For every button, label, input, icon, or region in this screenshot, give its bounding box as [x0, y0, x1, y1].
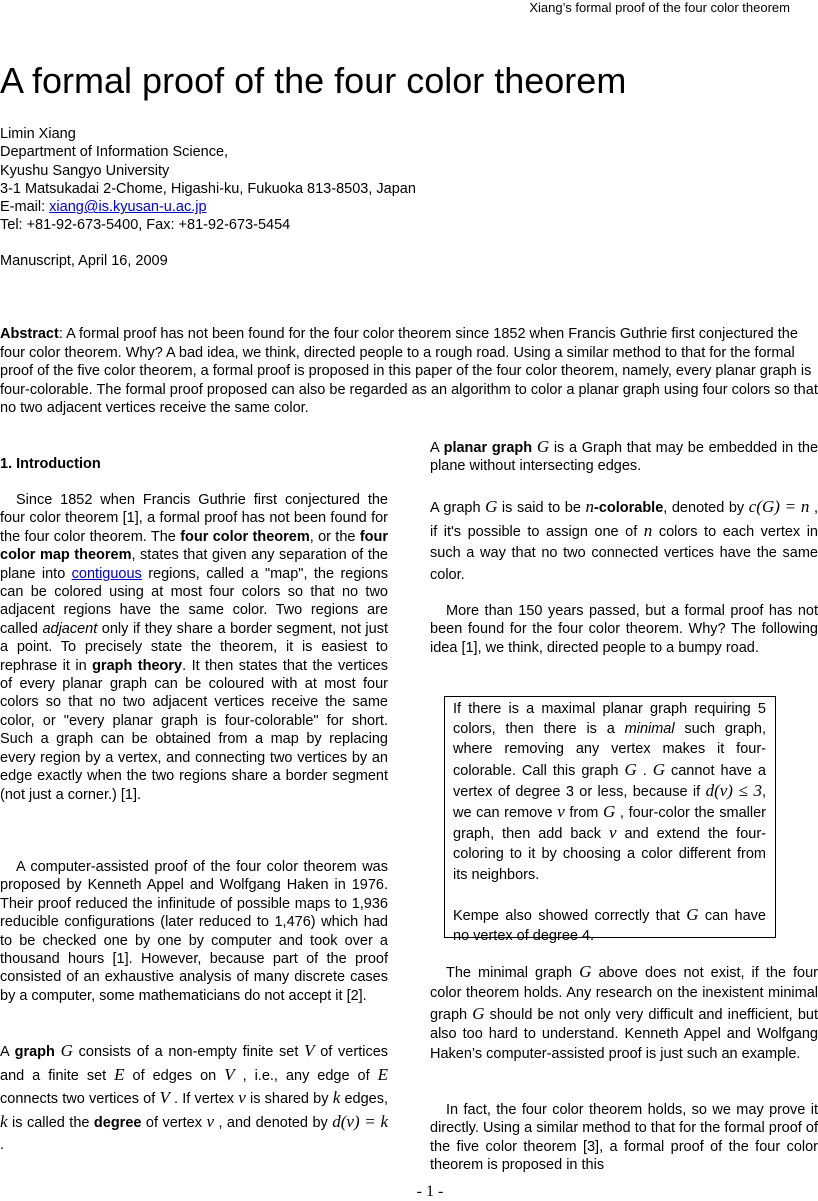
history-paragraph: More than 150 years passed, but a formal proof has not been found for the four color theorem. Why? The following idea [1], we think, directed people to a bumpy road.	[430, 603, 818, 656]
degree-inequality: d(v) ≤ 3	[705, 780, 762, 800]
math-symbol: k	[0, 1111, 8, 1131]
author-email-line	[0, 198, 416, 216]
text-run: is said to be	[497, 500, 586, 516]
bold-term: -colorable	[593, 500, 664, 516]
colorable-formula: c(G) = n	[748, 497, 810, 516]
text-run: of vertex	[141, 1114, 207, 1131]
text-run: is shared by	[245, 1091, 333, 1107]
math-symbol: E	[114, 1064, 125, 1084]
math-symbol: G	[536, 437, 550, 456]
intro-paragraph-1	[0, 491, 388, 804]
email-label: E-mail:	[0, 199, 50, 216]
math-symbol: G	[579, 962, 592, 981]
text-run: , states that given any separation of the plane into	[0, 547, 388, 582]
text-run: Since 1852 when Francis Guthrie first conjectured the four color theorem [1], a formal proof has not been found for the four color theorem. The	[0, 492, 388, 545]
direct-proof-paragraph: In fact, the four color theorem holds, so we may prove it directly. Using a similar method to that for the formal proof of the five color theorem [3], a formal proof of the four color theorem is proposed in this	[430, 1102, 818, 1174]
math-symbol: v	[557, 802, 565, 822]
math-symbol: G	[686, 904, 699, 924]
email-link[interactable]: xiang@is.kyusan-u.ac.jp	[49, 199, 207, 216]
text-run: , if it's possible to assign one of	[430, 500, 818, 540]
math-symbol: G	[603, 802, 616, 822]
text-run: cannot have a vertex of degree 3 or less, because if	[453, 762, 766, 800]
text-run: , i.e., any edge of	[234, 1067, 378, 1084]
text-run: . It then states that the vertices of every planar graph can be coloured with at most four colors so that no two adjacent vertices receive the same color, or "every planar graph is four-colorable" for short. Such a graph can be obtained from a map by replacing every region by a vertex, and connecting two vertices by an edge exactly when the two regions share a border segment (not just a corner.) [1].	[0, 657, 389, 803]
text-run: should be not only very difficult and inefficient, but also too hard to understand. Kenneth Appel and Wolfgang Haken’s computer-assisted proof is just such an example.	[430, 1006, 818, 1063]
quoted-idea-text	[453, 699, 766, 946]
minimal-graph-paragraph	[430, 962, 818, 1065]
text-run: edges,	[340, 1091, 388, 1107]
text-run: from	[564, 805, 604, 822]
text-run: . If vertex	[169, 1091, 239, 1107]
bold-term: four color map theorem	[0, 528, 388, 564]
paper-title: A formal proof of the four color theorem	[0, 60, 627, 101]
manuscript-date: Manuscript, April 16, 2009	[0, 253, 168, 269]
text-run: If there is a maximal planar graph requiring 5 colors, then there is a	[453, 701, 766, 738]
bold-term: planar graph	[443, 440, 533, 456]
text-run: connects two vertices of	[0, 1091, 160, 1107]
author-university: Kyushu Sangyo University	[0, 162, 170, 179]
text-run: Kempe also showed correctly that	[453, 907, 687, 924]
author-address: 3-1 Matsukadai 2-Chome, Higashi-ku, Fukuoka 813-8503, Japan	[0, 180, 416, 197]
running-header: Xiang’s formal proof of the four color theorem	[529, 0, 790, 15]
text-run: colors to each vertex in such a way that no two connected vertices have the same color.	[430, 523, 818, 583]
author-department: Department of Information Science,	[0, 144, 229, 161]
abstract-text: : A formal proof has not been found for the four color theorem since 1852 when Francis Guthrie first conjectured the four color theorem. Why? A bad idea, we think, directed people to a rough road. Using a similar method to that for the formal proof of the five color theorem, a formal proof is proposed in this paper of the four color theorem, namely, every planar graph is four-colorable. The formal proof proposed can also be regarded as an algorithm to color a planar graph using four colors so that no two adjacent vertices receive the same color.	[0, 326, 818, 417]
math-symbol: E	[377, 1064, 388, 1084]
text-run: above does not exist, if the four color theorem holds. Any research on the inexistent minimal graph	[430, 965, 818, 1023]
italic-term: adjacent	[42, 620, 98, 637]
math-symbol: V	[159, 1088, 170, 1107]
author-name: Limin Xiang	[0, 126, 76, 142]
math-symbol: V	[224, 1064, 235, 1084]
author-phone: Tel: +81-92-673-5400, Fax: +81-92-673-5454	[0, 217, 291, 234]
text-run: consists of a non-empty finite set	[72, 1044, 305, 1060]
page-number: - 1 -	[416, 1183, 444, 1200]
bold-term: four color theorem	[180, 528, 310, 545]
text-run: A	[430, 440, 444, 456]
text-run: can have no vertex of degree 4.	[453, 907, 766, 945]
math-symbol: G	[624, 759, 637, 779]
text-run: , denoted by	[663, 500, 749, 516]
text-run: , we can remove	[453, 783, 766, 822]
text-run: .	[636, 762, 653, 779]
text-run: , or the	[309, 528, 360, 545]
math-symbol: V	[304, 1041, 315, 1060]
planar-graph-paragraph	[430, 438, 818, 476]
bold-term: degree	[93, 1114, 142, 1131]
italic-term: minimal	[624, 721, 675, 738]
text-run: of vertices and a finite set	[0, 1044, 389, 1084]
text-run: of edges on	[124, 1067, 225, 1084]
bold-term: graph theory	[92, 657, 183, 674]
text-run: , and denoted by	[213, 1114, 333, 1131]
section-heading-introduction: 1. Introduction	[0, 456, 101, 472]
author-block	[0, 125, 416, 235]
math-symbol: v	[238, 1088, 246, 1107]
text-run: regions, called a "map", the regions can be colored using at most four colors so that no two adjacent regions have the same color. Two regions are called	[0, 565, 389, 637]
text-run: .	[0, 1137, 5, 1153]
math-symbol: k	[332, 1088, 341, 1107]
text-run: and extend the four-coloring to it by choosing a color different from its neighbors.	[453, 826, 766, 883]
text-run: , four-color the smaller graph, then add back	[453, 805, 766, 843]
abstract	[0, 325, 818, 418]
math-symbol: G	[652, 759, 665, 779]
text-run: only if they share a border segment, not just a point. To precisely state the theorem, it is easiest to rephrase it in	[0, 620, 388, 674]
text-run: A graph	[430, 500, 486, 516]
text-run: is a Graph that may be embedded in the plane without intersecting edges.	[430, 440, 818, 475]
text-run: The minimal graph	[446, 965, 580, 981]
bold-term: graph	[14, 1044, 55, 1060]
graph-definition-paragraph	[0, 1040, 388, 1157]
intro-paragraph-2: A computer-assisted proof of the four color theorem was proposed by Kenneth Appel and Wolfgang Haken in 1976. Their proof reduced the infinitude of possible maps to 1,936 reducible configurations (later reduced to 1,476) which had to be checked one by one by computer and took over a thousand hours [1]. However, because part of the proof consisted of an exhaustive analysis of many discrete cases by a computer, some mathematicians do not accept it [2].	[0, 859, 388, 1004]
math-symbol: G	[60, 1041, 73, 1060]
abstract-label: Abstract	[0, 326, 59, 342]
math-symbol: n	[585, 497, 594, 516]
degree-formula: d(v) = k	[332, 1111, 388, 1131]
text-run: A	[0, 1044, 15, 1060]
math-symbol: n	[643, 520, 653, 540]
quoted-idea-box	[444, 696, 776, 945]
math-symbol: v	[608, 823, 617, 843]
math-symbol: G	[472, 1003, 485, 1023]
text-run: is called the	[7, 1114, 94, 1131]
text-run: such graph, where removing any vertex makes it four-colorable. Call this graph	[453, 721, 766, 779]
colorable-paragraph	[430, 496, 818, 586]
math-symbol: v	[206, 1111, 214, 1131]
contiguous-link[interactable]: contiguous	[71, 565, 142, 582]
math-symbol: G	[485, 497, 498, 516]
